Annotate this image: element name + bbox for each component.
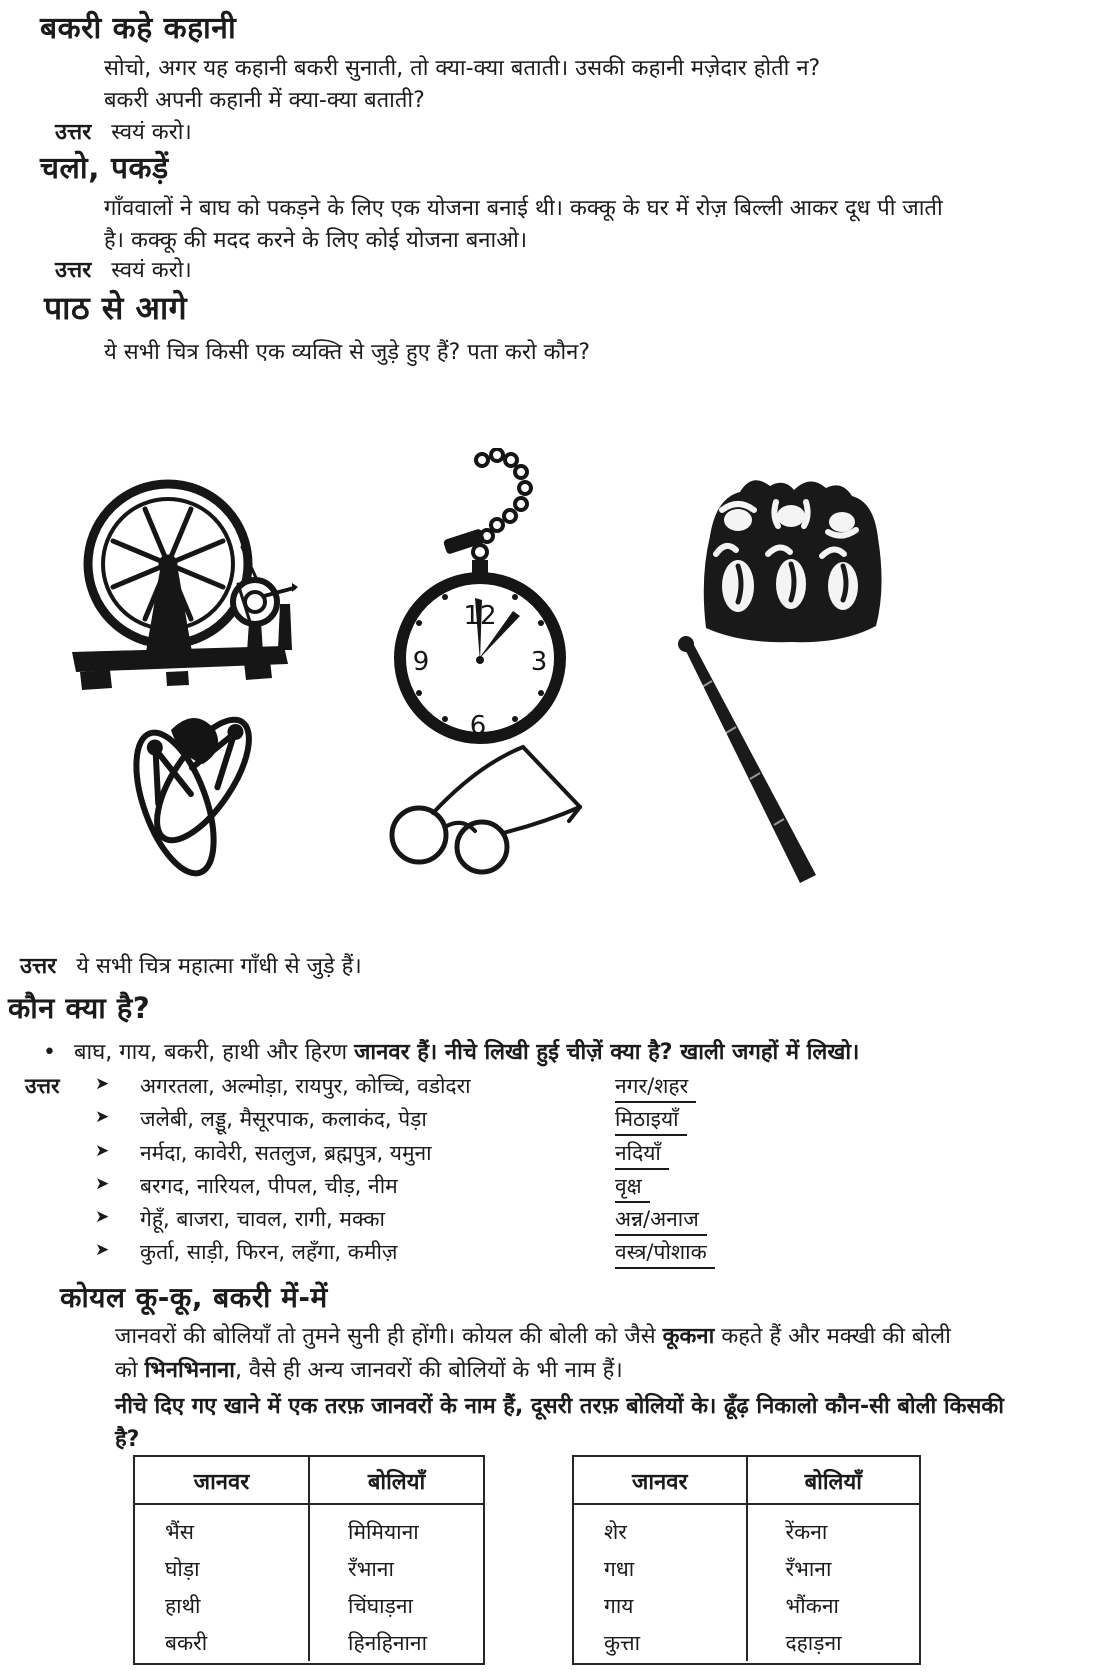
list-things: नर्मदा, कावेरी, सतलुज, ब्रह्मपुत्र, यमुना <box>140 1141 432 1165</box>
sandals-illustration <box>115 688 270 888</box>
s5-p1-bold-bhinbhinana: भिनभिनाना <box>144 1358 235 1383</box>
s1-answer-text: स्वयं करो। <box>111 120 192 145</box>
arrow-bullet-icon: ➤ <box>95 1174 110 1194</box>
table-cell: बकरी <box>165 1631 208 1655</box>
list-category: अन्न/अनाज <box>615 1207 707 1236</box>
s2-paragraph-line1: गाँववालों ने बाघ को पकड़ने के लिए एक योजना बनाई थी। कक्कू के घर में रोज़ बिल्ली आकर दूध पी जाती <box>104 196 943 221</box>
s2-answer-row <box>55 254 192 284</box>
list-things: गेहूँ, बाजरा, चावल, रागी, मक्का <box>140 1207 385 1231</box>
animal-sounds-table-left <box>133 1455 485 1665</box>
list-category: मिठाइयाँ <box>615 1107 687 1136</box>
column-header-animal: जानवर <box>193 1470 250 1495</box>
watch-number-12: 12 <box>463 601 497 631</box>
match-list-row <box>0 1172 1112 1205</box>
list-things: कुर्ता, साड़ी, फिरन, लहँगा, कमीज़ <box>140 1240 398 1264</box>
match-list-row <box>0 1205 1112 1238</box>
pocket-watch-illustration <box>392 448 572 748</box>
table-cell: हिनहिनाना <box>348 1631 428 1655</box>
gandhi-objects-figure <box>0 420 1112 912</box>
s5-p1-text: , वैसे ही अन्य जानवरों की बोलियों के भी नाम हैं। <box>234 1358 623 1383</box>
s4-answer-label: उत्तर <box>25 1074 60 1098</box>
s5-p1-text: कहते हैं और मक्खी की बोली <box>714 1324 951 1349</box>
s4-bullet-bold: जानवर हैं। नीचे लिखी हुई चीज़ें क्या है? खाली जगहों में लिखो। <box>354 1040 860 1065</box>
list-category: नदियाँ <box>615 1141 669 1170</box>
s2-answer-text: स्वयं करो। <box>111 258 192 283</box>
table-cell: कुत्ता <box>604 1631 641 1655</box>
table-cell: रँभाना <box>785 1557 832 1581</box>
table-cell: रँभाना <box>348 1557 394 1581</box>
s5-p1-bold-kukna: कूकना <box>662 1324 715 1349</box>
table-body <box>135 1505 483 1661</box>
table-cell: घोड़ा <box>165 1557 200 1581</box>
watch-number-3: 3 <box>530 647 548 677</box>
s4-bullet-line <box>43 1036 859 1066</box>
animal-column <box>135 1505 308 1661</box>
arrow-bullet-icon: ➤ <box>95 1107 110 1127</box>
list-category: वस्त्र/पोशाक <box>615 1240 715 1269</box>
three-monkeys-illustration <box>692 458 890 658</box>
animal-column <box>574 1505 746 1661</box>
column-header-sound: बोलियाँ <box>308 1457 483 1503</box>
animal-sounds-table-right <box>572 1455 921 1665</box>
arrow-bullet-icon: ➤ <box>95 1207 110 1227</box>
s1-answer-row <box>55 116 192 146</box>
s2-answer-label: उत्तर <box>55 258 92 283</box>
column-header-animal: जानवर <box>632 1470 688 1495</box>
s5-p1-text: को <box>115 1358 145 1383</box>
s1-answer-label: उत्तर <box>55 120 92 145</box>
s5-paragraph2-line1: नीचे दिए गए खाने में एक तरफ़ जानवरों के नाम हैं, दूसरी तरफ़ बोलियों के। ढूँढ़ निकालो कौन-सी बोली किसकी <box>115 1394 1004 1419</box>
match-list-row <box>0 1139 1112 1172</box>
watch-number-9: 9 <box>412 647 430 677</box>
sound-column <box>746 1505 920 1661</box>
s5-p1-text: जानवरों की बोलियाँ तो तुमने सुनी ही होंगी। कोयल की बोली को जैसे <box>115 1324 663 1349</box>
arrow-bullet-icon: ➤ <box>95 1240 110 1260</box>
match-list-row <box>0 1238 1112 1271</box>
section-title-koyal-ku-ku: कोयल कू-कू, बकरी में-में <box>60 1281 328 1314</box>
s3-answer-text: ये सभी चित्र महात्मा गाँधी से जुड़े हैं। <box>76 954 362 979</box>
table-cell: गधा <box>604 1557 635 1581</box>
match-list-row <box>0 1072 1112 1105</box>
table-cell: रेंकना <box>785 1520 828 1544</box>
column-header-sound: बोलियाँ <box>746 1457 920 1503</box>
round-glasses-illustration <box>383 735 588 875</box>
s3-question: ये सभी चित्र किसी एक व्यक्ति से जुड़े हुए हैं? पता करो कौन? <box>104 340 591 365</box>
table-cell: चिंघाड़ना <box>348 1594 413 1618</box>
table-header-row <box>135 1457 483 1505</box>
section-title-bakri-kahe-kahani: बकरी कहे कहानी <box>40 11 237 46</box>
s5-paragraph2-line2: है? <box>115 1427 140 1452</box>
s3-answer-row <box>20 950 362 980</box>
watch-number-6: 6 <box>469 711 487 741</box>
section-title-path-se-aage: पाठ से आगे <box>44 289 188 327</box>
arrow-bullet-icon: ➤ <box>95 1074 110 1094</box>
s5-paragraph1-line2 <box>115 1354 623 1384</box>
list-things: जलेबी, लड्डू, मैसूरपाक, कलाकंद, पेड़ा <box>140 1107 427 1131</box>
spinning-wheel-illustration <box>58 452 298 702</box>
list-things: बरगद, नारियल, पीपल, चीड़, नीम <box>140 1174 398 1198</box>
table-body <box>574 1505 919 1661</box>
table-cell: गाय <box>604 1594 634 1618</box>
bullet-dot-icon: • <box>43 1040 56 1065</box>
list-category: वृक्ष <box>615 1174 650 1203</box>
match-list-row <box>0 1105 1112 1138</box>
s5-paragraph1-line1 <box>115 1320 951 1350</box>
s3-answer-label: उत्तर <box>20 954 57 979</box>
list-category: नगर/शहर <box>615 1074 696 1103</box>
s1-paragraph-line2: बकरी अपनी कहानी में क्या-क्या बताती? <box>104 88 425 113</box>
table-cell: दहाड़ना <box>785 1631 842 1655</box>
arrow-bullet-icon: ➤ <box>95 1141 110 1161</box>
table-cell: भैंस <box>165 1520 194 1544</box>
table-header-row <box>574 1457 919 1505</box>
s1-paragraph-line1: सोचो, अगर यह कहानी बकरी सुनाती, तो क्या-क्या बताती। उसकी कहानी मज़ेदार होती न? <box>104 56 821 81</box>
table-cell: मिमियाना <box>348 1520 419 1544</box>
walking-stick-illustration <box>668 635 828 890</box>
s4-bullet-normal: बाघ, गाय, बकरी, हाथी और हिरण <box>73 1040 355 1065</box>
section-title-chalo-pakden: चलो, पकड़ें <box>40 151 169 186</box>
table-cell: हाथी <box>165 1594 201 1618</box>
table-cell: शेर <box>604 1520 627 1544</box>
sound-column <box>308 1505 483 1661</box>
table-cell: भौंकना <box>785 1594 839 1618</box>
s2-paragraph-line2: है। कक्कू की मदद करने के लिए कोई योजना बनाओ। <box>104 228 528 253</box>
list-things: अगरतला, अल्मोड़ा, रायपुर, कोच्चि, वडोदरा <box>140 1074 471 1098</box>
section-title-kaun-kya-hai: कौन क्या है? <box>8 991 151 1025</box>
